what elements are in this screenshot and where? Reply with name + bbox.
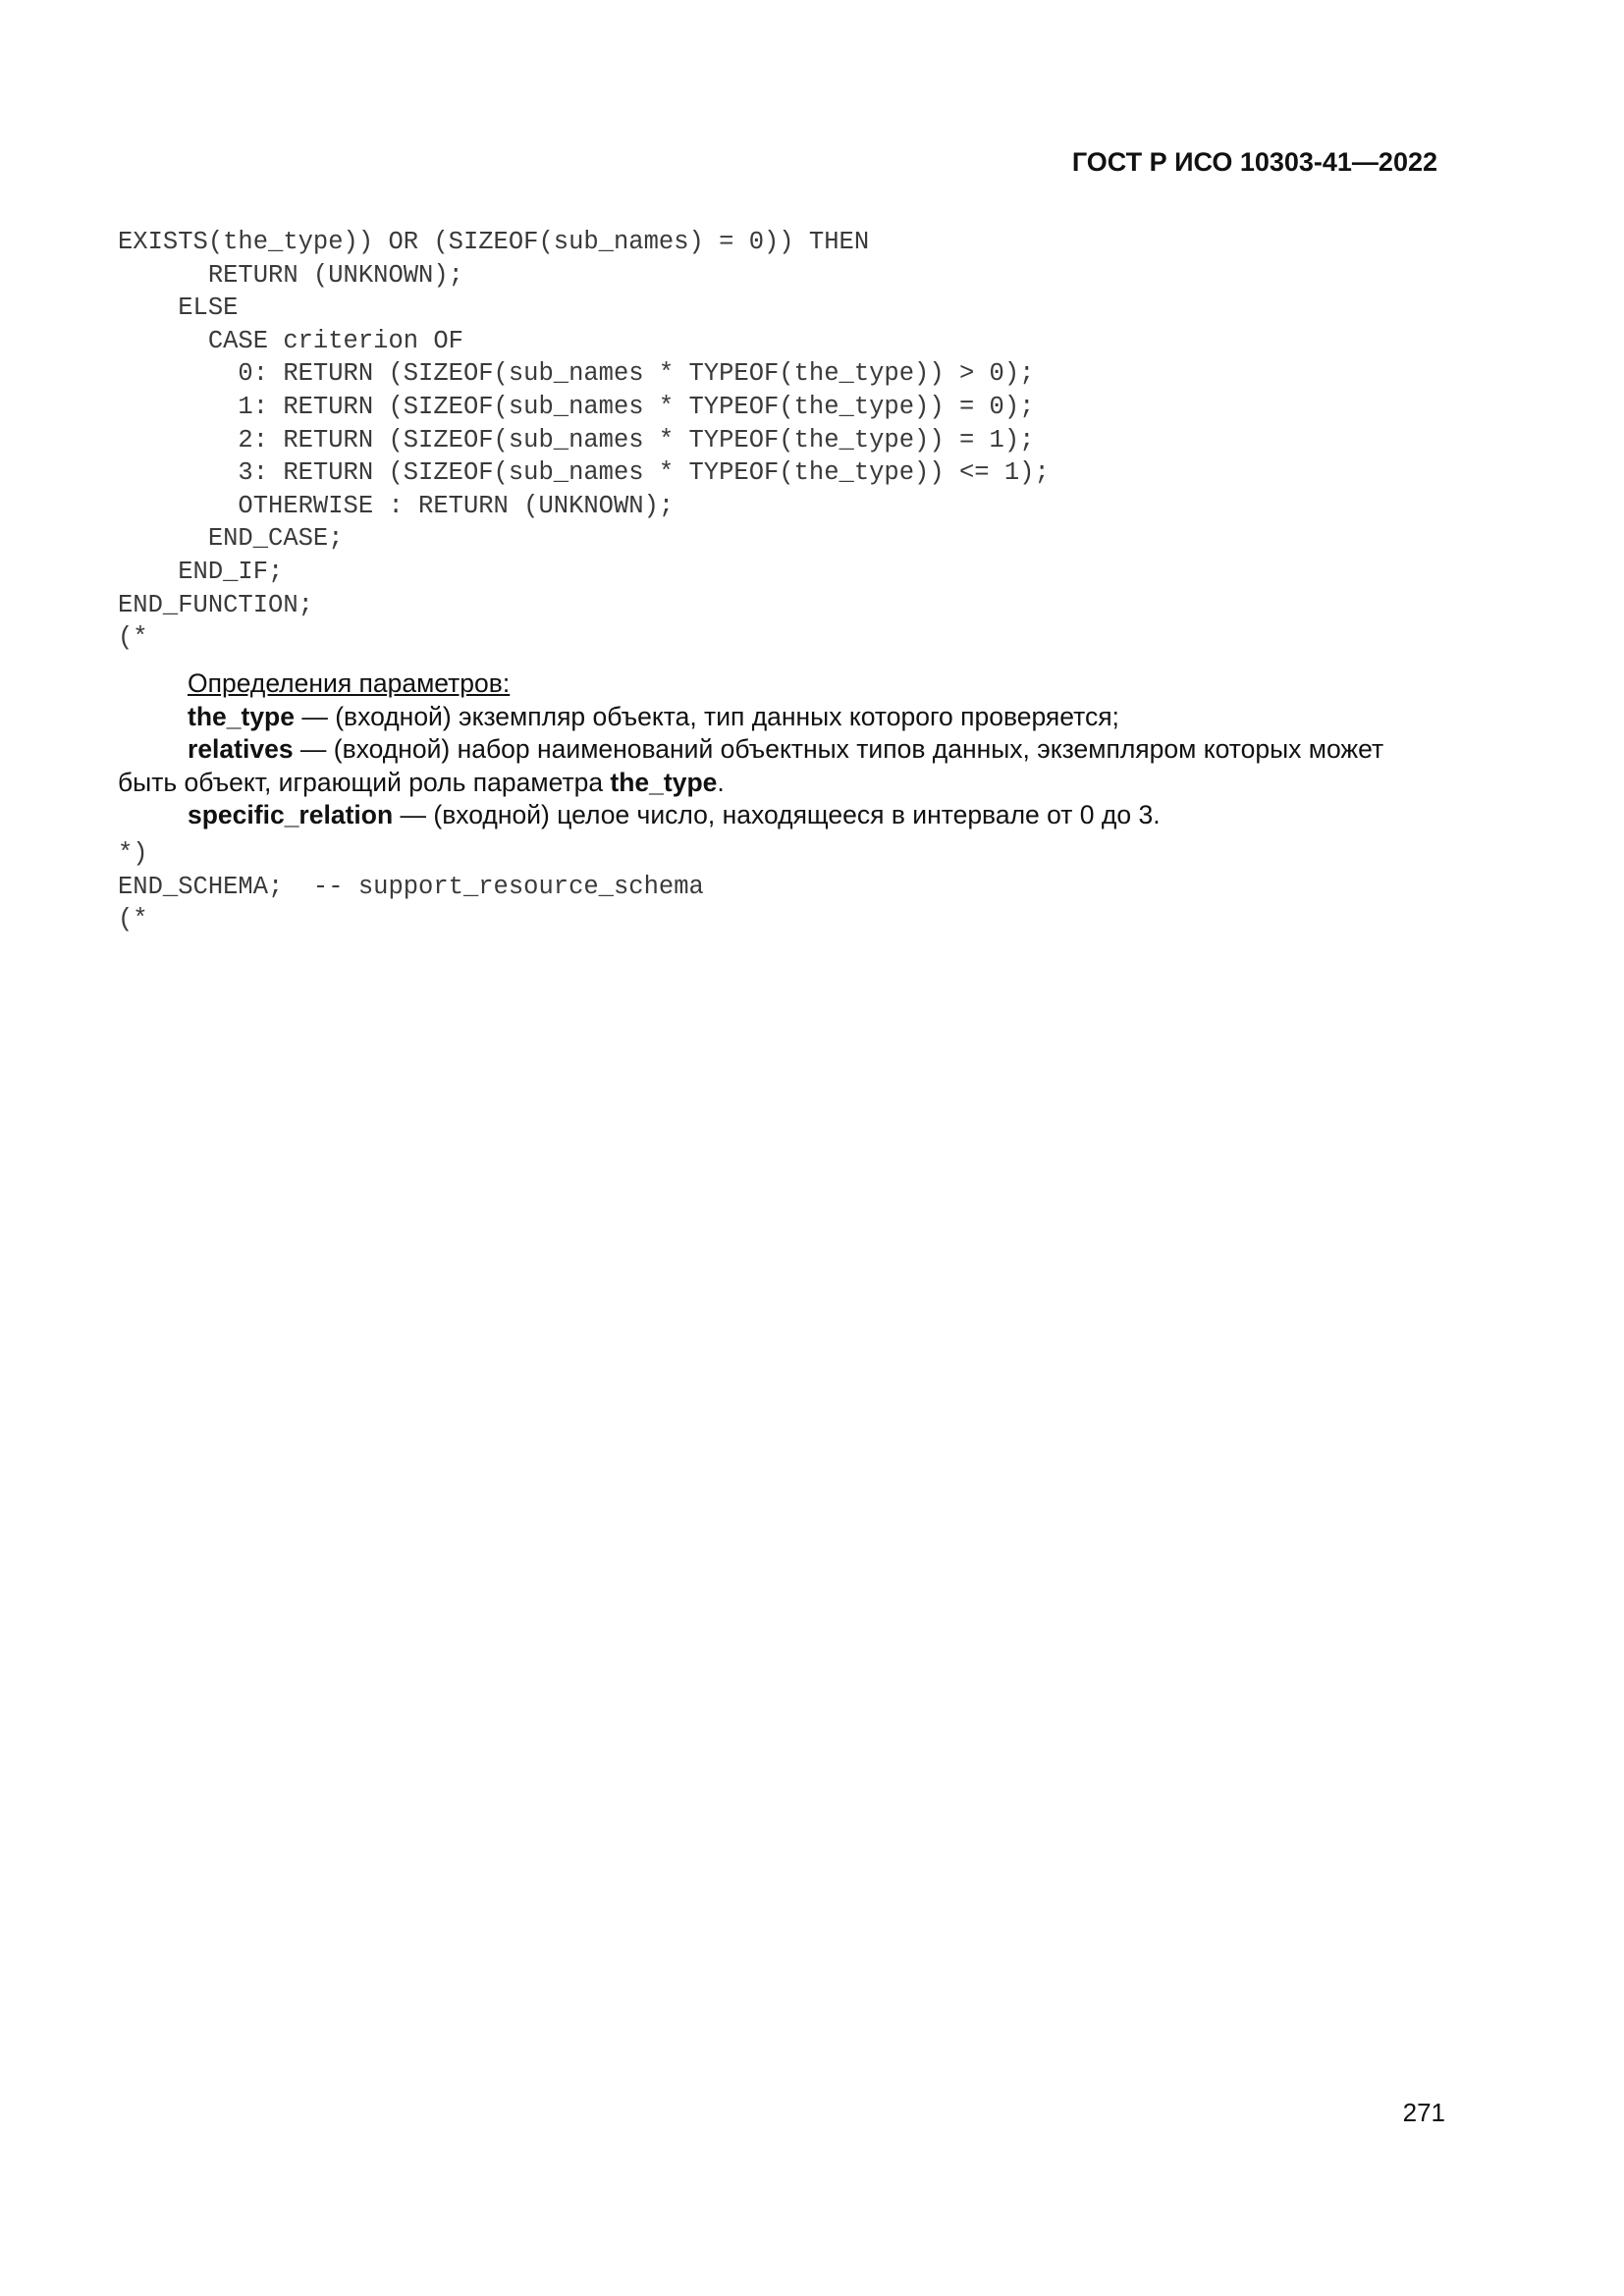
definitions-heading <box>118 667 1445 701</box>
code-line: ELSE <box>118 294 239 323</box>
code-line: EXISTS(the_type)) OR (SIZEOF(sub_names) = 0)) THEN <box>118 228 870 256</box>
definition-text: — (входной) экземпляр объекта, тип данных которого проверяется; <box>294 701 1119 731</box>
code-line: *) <box>118 839 148 868</box>
code-line: END_IF; <box>118 557 284 586</box>
code-line: 3: RETURN (SIZEOF(sub_names * TYPEOF(the_type)) <= 1); <box>118 458 1050 488</box>
express-code-block-bottom <box>118 837 704 936</box>
code-line: OTHERWISE : RETURN (UNKNOWN); <box>118 491 675 520</box>
definition-text: — (входной) набор наименований объектных типов данных, экземпляром которых может быть объект, играющий роль параметра <box>118 734 1384 797</box>
definition-item <box>118 733 1445 799</box>
definition-term: the_type <box>188 701 295 731</box>
code-line: END_CASE; <box>118 524 344 554</box>
code-line: END_SCHEMA; -- support_resource_schema <box>118 872 704 901</box>
express-code-block-top <box>118 226 1050 655</box>
document-code-header: ГОСТ Р ИСО 10303-41—2022 <box>1071 147 1437 177</box>
code-line: 0: RETURN (SIZEOF(sub_names * TYPEOF(the_type)) > 0); <box>118 359 1035 389</box>
parameter-definitions <box>118 667 1445 832</box>
definition-item <box>118 799 1445 832</box>
definition-text: — (входной) целое число, находящееся в интервале от 0 до 3. <box>393 800 1161 830</box>
definition-tail: . <box>717 767 725 797</box>
code-line: RETURN (UNKNOWN); <box>118 260 463 290</box>
code-line: (* <box>118 905 148 934</box>
code-line: 2: RETURN (SIZEOF(sub_names * TYPEOF(the_type)) = 1); <box>118 425 1035 454</box>
code-line: (* <box>118 623 148 653</box>
definition-item <box>118 701 1445 734</box>
code-line: CASE criterion OF <box>118 326 463 355</box>
code-line: END_FUNCTION; <box>118 590 313 619</box>
definition-term: relatives <box>188 734 294 765</box>
definitions-heading-text: Определения параметров: <box>188 668 511 698</box>
code-line: 1: RETURN (SIZEOF(sub_names * TYPEOF(the_type)) = 0); <box>118 392 1035 421</box>
definition-reference: the_type <box>610 767 718 797</box>
definition-term: specific_relation <box>188 800 394 830</box>
page-number: 271 <box>1402 2098 1445 2127</box>
